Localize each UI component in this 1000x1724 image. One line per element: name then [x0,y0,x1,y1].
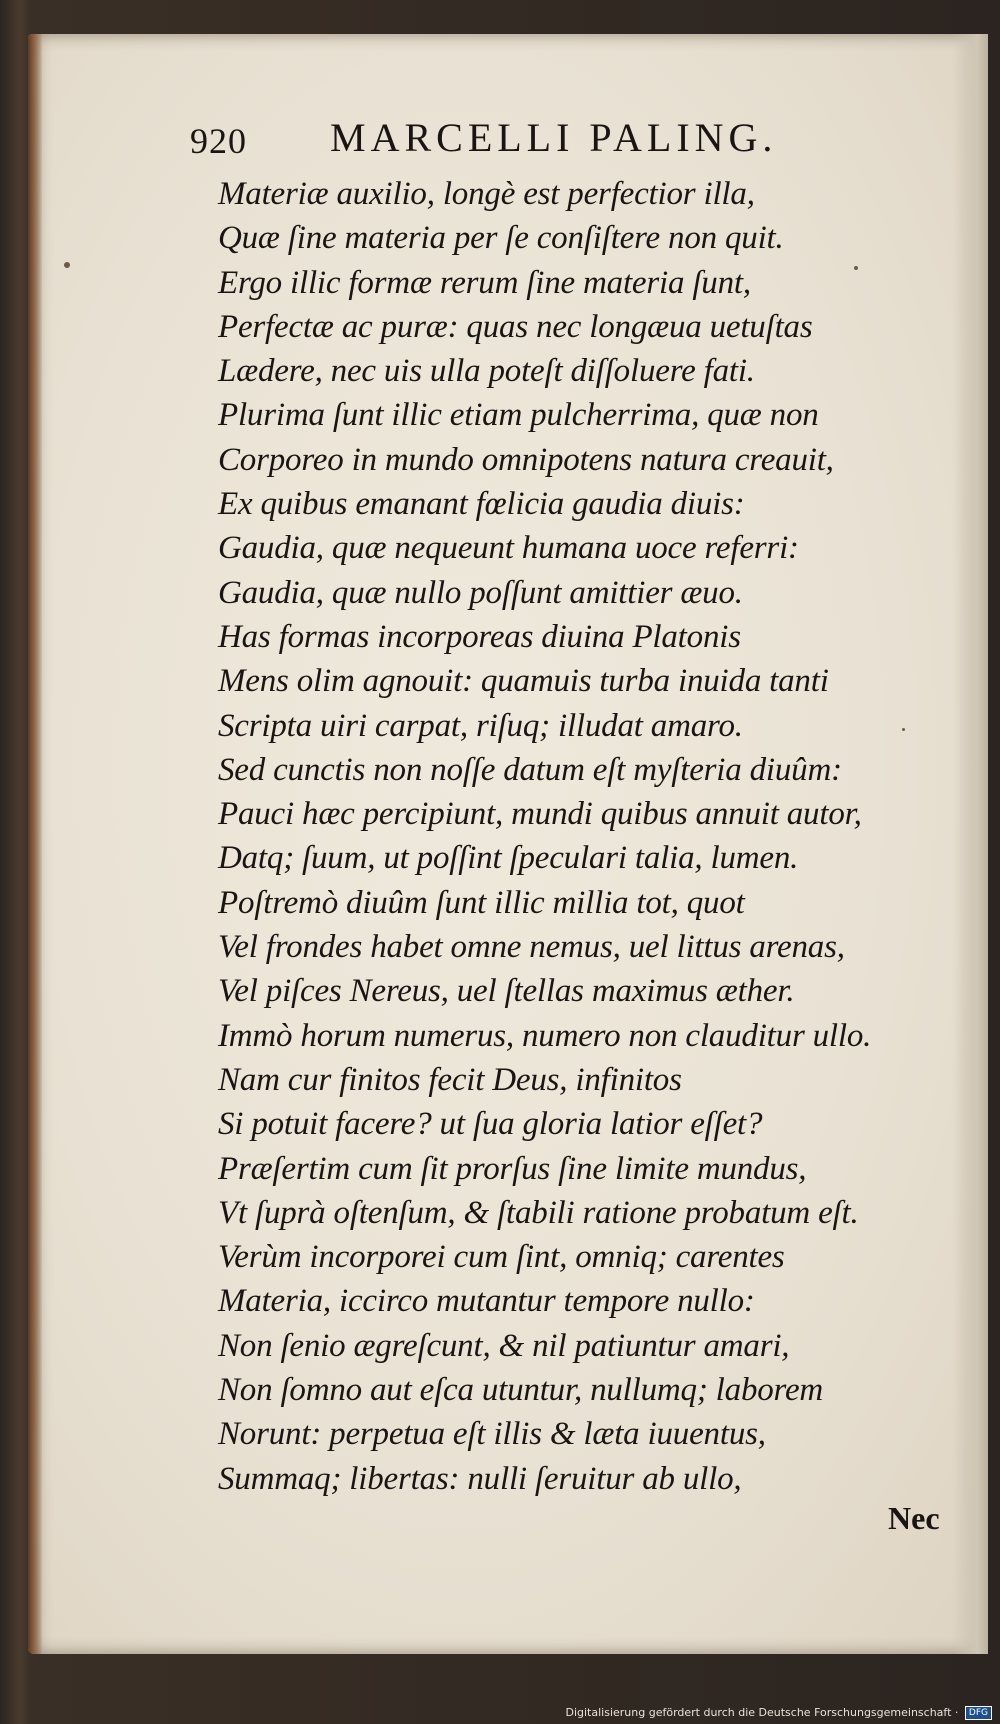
verse-line: Has formas incorporeas diuina Platonis [218,618,741,655]
verse-line: Plurima ſunt illic etiam pulcherrima, quæ non [218,397,819,434]
verse-line: Summaq; libertas: nulli ſeruitur ab ullo, [218,1460,742,1497]
digitization-credit [565,1706,992,1720]
verse-line: Materiæ auxilio, longè est perfectior illa, [218,176,755,212]
page-header [190,114,950,170]
verse-line: Norunt: perpetua eſt illis & læta iuuentus, [218,1416,766,1453]
verse-line: Ergo illic formæ rerum ſine materia ſunt, [218,264,751,301]
verse-line: Scripta uiri carpat, riſuq; illudat amaro. [218,707,743,744]
verse-line: Quæ ſine materia per ſe conſiſtere non quit. [218,220,784,257]
verse-line: Nam cur finitos fecit Deus, infinitos [218,1061,682,1098]
dfg-logo-badge: DFG [965,1706,992,1720]
verse-line: Non ſomno aut eſca utuntur, nullumq; laborem [218,1372,824,1409]
verse-line: Vt ſuprà oſtenſum, & ſtabili ratione probatum eſt. [218,1194,859,1231]
verse-line: Mens olim agnouit: quamuis turba inuida tanti [218,663,829,700]
verse-line: Sed cunctis non noſſe datum eſt myſteria diuûm: [218,751,842,788]
verse-line: Materia, iccirco mutantur tempore nullo: [218,1283,755,1320]
verse-line: Pauci hæc percipiunt, mundi quibus annuit autor, [218,796,862,833]
verse-line: Verùm incorporei cum ſint, omniq; carentes [218,1239,785,1276]
verse-line: Gaudia, quæ nullo poſſunt amittier æuo. [218,574,743,611]
verse-line: Lædere, nec uis ulla poteſt diſſoluere fati. [218,353,755,390]
page-number: 920 [190,121,247,161]
verse-line: Gaudia, quæ nequeunt humana uoce referri: [218,530,799,567]
verse-line: Vel piſces Nereus, uel ſtellas maximus æther. [218,973,795,1010]
verse-line: Datq; ſuum, ut poſſint ſpeculari talia, lumen. [218,840,799,877]
verse-line: Vel frondes habet omne nemus, uel littus arenas, [218,929,845,966]
verse-line: Ex quibus emanant fœlicia gaudia diuis: [218,486,745,523]
verse-line: Immò horum numerus, numero non clauditur ullo. [218,1017,872,1054]
digitization-credit-text: Digitalisierung gefördert durch die Deutsche Forschungsgemeinschaft · [565,1706,959,1719]
verse-line: Non ſenio ægreſcunt, & nil patiuntur amari, [218,1327,790,1364]
verse-line: Poſtremò diuûm ſunt illic millia tot, quot [218,884,745,921]
running-title: MARCELLI PALING. [330,115,778,160]
verse-line: Perfectæ ac puræ: quas nec longæua uetuſtas [218,308,813,345]
page-binding-edge [28,34,42,1654]
catchword: Nec [888,1500,940,1536]
verse-text-block [218,172,948,1501]
verse-line: Præſertim cum ſit prorſus ſine limite mundus, [218,1150,807,1187]
paper-speck [64,262,70,268]
page-fore-edge [952,34,988,1654]
verse-line: Si potuit facere? ut ſua gloria latior eſſet? [218,1106,763,1143]
verse-line: Corporeo in mundo omnipotens natura creauit, [218,441,834,478]
